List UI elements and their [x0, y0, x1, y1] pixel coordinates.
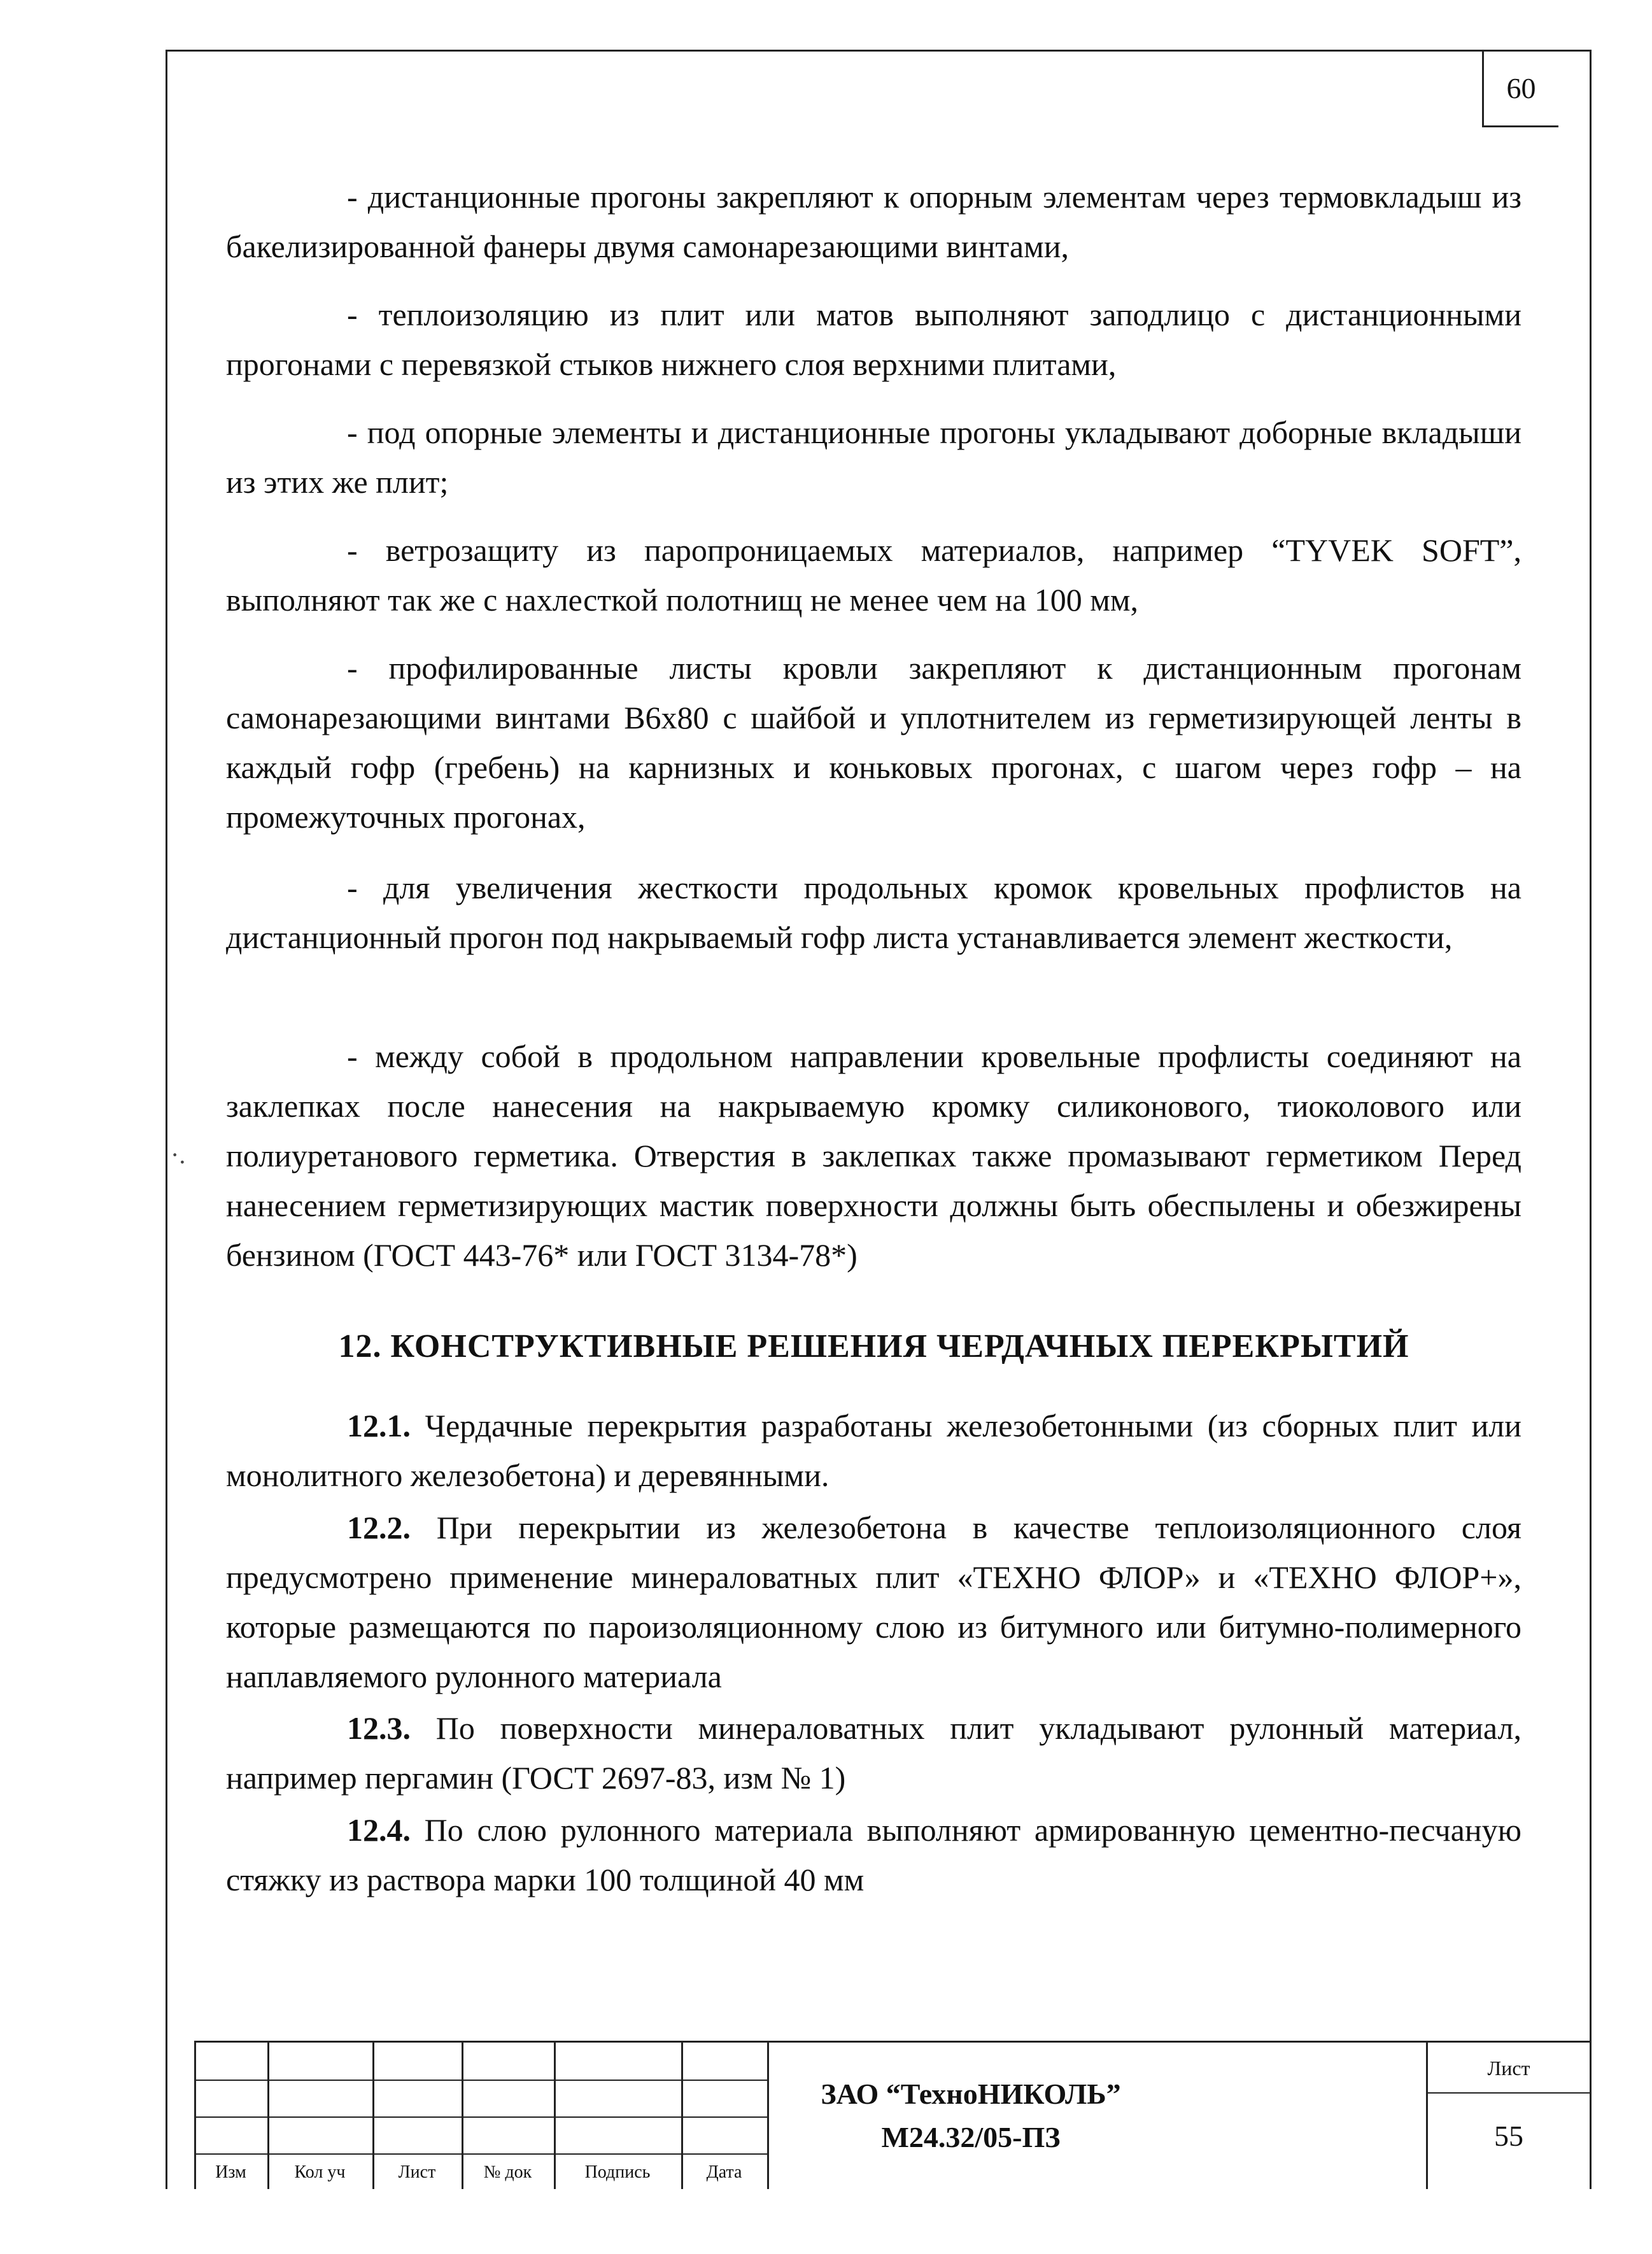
paragraph-2: - теплоизоляцию из плит или матов выполняют заподлицо с дистанционными прогонами с перевязкой стыков нижнего слоя верхними плитами, [226, 297, 1521, 382]
page-number: 60 [1482, 50, 1558, 127]
col-label-date: Дата [706, 2162, 742, 2182]
paragraph-7: - между собой в продольном направлении кровельные профлисты соединяют на заклепках после нанесения на накрываемую кромку силиконового, тиоколового или полиуретанового герметика. Отверстия в заклепках также промазывают герметиком Перед нанесением герметизирующих мастик поверхности должны быть обеспылены и обезжирены бензином (ГОСТ 443-76* или ГОСТ 3134-78*) [226, 1038, 1521, 1273]
subsection-12-1 [226, 1401, 1521, 1500]
col-label-signature: Подпись [584, 2162, 651, 2182]
col-label-doc-no: № док [483, 2162, 532, 2182]
title-block [194, 2041, 1592, 2189]
col-label-kol-uch: Кол уч [294, 2162, 346, 2182]
subsection-text: При перекрытии из железобетона в качестве теплоизоляционного слоя предусмотрено применение минераловатных плит «ТЕХНО ФЛОР» и «ТЕХНО ФЛОР+», которые размещаются по пароизоляционному слою из битумного или битумно-полимерного наплавляемого рулонного материала [226, 1510, 1521, 1694]
subsection-text: По поверхности минераловатных плит укладывают рулонный материал, например пергамин (ГОСТ 2697-83, изм № 1) [226, 1710, 1521, 1796]
sheet-label: Лист [1487, 2057, 1530, 2080]
paragraph-5: - профилированные листы кровли закрепляют к дистанционным прогонам самонарезающими винтами В6х80 с шайбой и уплотнителем из герметизирующей ленты в каждый гофр (гребень) на карнизных и коньковых прогонах, с шагом через гофр – на промежуточных прогонах, [226, 650, 1521, 835]
margin-mark: ·. [171, 1140, 186, 1169]
paragraph-1: - дистанционные прогоны закрепляют к опорным элементам через термовкладыш из бакелизированной фанеры двумя самонарезающими винтами, [226, 179, 1521, 264]
subsection-12-4 [226, 1805, 1521, 1904]
subsection-12-2 [226, 1503, 1521, 1701]
paragraph-4: - ветрозащиту из паропроницаемых материалов, например “TYVEK SOFT”, выполняют так же с нахлесткой полотнищ не менее чем на 100 мм, [226, 532, 1521, 618]
subsection-number: 12.2. [347, 1510, 411, 1545]
subsection-number: 12.3. [347, 1710, 411, 1746]
subsection-12-3 [226, 1703, 1521, 1803]
col-label-izm: Изм [215, 2162, 246, 2182]
subsection-number: 12.4. [347, 1812, 411, 1848]
col-label-list: Лист [398, 2162, 436, 2182]
sheet-number: 55 [1494, 2120, 1523, 2152]
company-name: ЗАО “ТехноНИКОЛЬ” [821, 2078, 1121, 2110]
section-heading: 12. КОНСТРУКТИВНЫЕ РЕШЕНИЯ ЧЕРДАЧНЫХ ПЕРЕКРЫТИЙ [338, 1328, 1409, 1364]
document-code: М24.32/05-ПЗ [881, 2121, 1061, 2153]
subsection-text: Чердачные перекрытия разработаны железобетонными (из сборных плит или монолитного железобетона) и деревянными. [226, 1408, 1522, 1493]
paragraph-6: - для увеличения жесткости продольных кромок кровельных профлистов на дистанционный прогон под накрываемый гофр листа устанавливается элемент жесткости, [226, 870, 1521, 955]
subsection-text: По слою рулонного материала выполняют армированную цементно-песчаную стяжку из раствора марки 100 толщиной 40 мм [226, 1812, 1521, 1897]
subsection-number: 12.1. [347, 1408, 411, 1443]
paragraph-3: - под опорные элементы и дистанционные прогоны укладывают доборные вкладыши из этих же плит; [226, 415, 1521, 500]
